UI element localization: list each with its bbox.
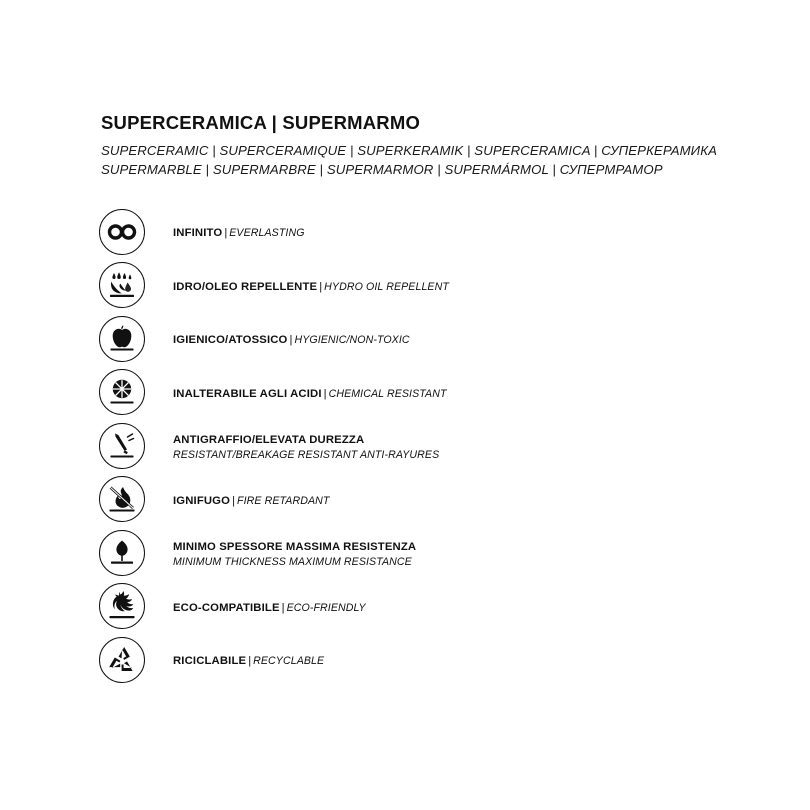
list-item-labels bbox=[173, 489, 329, 510]
feature-label-en: CHEMICAL RESISTANT bbox=[328, 387, 447, 400]
lemon-acid-resistant-icon bbox=[99, 369, 145, 415]
list-item-labels bbox=[173, 275, 449, 296]
feature-label-it: MINIMO SPESSORE MASSIMA RESISTENZA bbox=[173, 541, 417, 554]
feature-list bbox=[99, 205, 759, 687]
list-item bbox=[99, 419, 759, 473]
list-item bbox=[99, 633, 759, 687]
feature-label-it: ECO-COMPATIBILE bbox=[173, 601, 280, 614]
feature-label-it: RICICLABILE bbox=[173, 655, 247, 668]
water-oil-repellent-icon bbox=[99, 262, 145, 308]
list-item-labels bbox=[173, 382, 447, 403]
subtitle-line-2: SUPERMARBLE | SUPERMARBRE | SUPERMARMOR | SUPERMÁRMOL | СУПЕРМРАМОР bbox=[101, 162, 663, 178]
feature-label-en: RECYCLABLE bbox=[253, 655, 325, 668]
label-separator: | bbox=[289, 334, 293, 347]
feature-label-en: RESISTANT/BREAKAGE RESISTANT ANTI-RAYURES bbox=[173, 449, 440, 462]
list-item-labels bbox=[173, 221, 305, 242]
list-item-labels bbox=[173, 649, 324, 670]
thickness-resistance-icon bbox=[99, 530, 145, 576]
feature-label-it: ANTIGRAFFIO/ELEVATA DUREZZA bbox=[173, 434, 365, 447]
leaf-eco-icon bbox=[99, 583, 145, 629]
list-item bbox=[99, 580, 759, 634]
recycle-icon bbox=[99, 637, 145, 683]
subtitle bbox=[101, 141, 721, 179]
list-item bbox=[99, 366, 759, 420]
feature-label-en: MINIMUM THICKNESS MAXIMUM RESISTANCE bbox=[173, 556, 412, 569]
list-item bbox=[99, 259, 759, 313]
feature-label-it: INALTERABILE AGLI ACIDI bbox=[173, 387, 322, 400]
label-separator: | bbox=[224, 227, 228, 240]
label-separator: | bbox=[248, 655, 252, 668]
list-item bbox=[99, 526, 759, 580]
list-item-labels bbox=[173, 428, 439, 463]
list-item bbox=[99, 473, 759, 527]
label-separator: | bbox=[319, 280, 323, 293]
feature-label-en: EVERLASTING bbox=[229, 227, 305, 240]
label-separator: | bbox=[323, 387, 327, 400]
infinity-icon bbox=[99, 209, 145, 255]
feature-label-it: IGNIFUGO bbox=[173, 494, 231, 507]
label-separator: | bbox=[232, 494, 235, 507]
list-item-labels bbox=[173, 596, 366, 617]
subtitle-line-1: SUPERCERAMIC | SUPERCERAMIQUE | SUPERKERAMIK | SUPERCERAMICA | СУПЕРКЕРАМИКА bbox=[101, 143, 717, 158]
fire-retardant-icon bbox=[99, 476, 145, 522]
feature-label-it: INFINITO bbox=[173, 227, 223, 240]
list-item-labels bbox=[173, 535, 416, 570]
apple-hygienic-icon bbox=[99, 316, 145, 362]
scratch-resistant-icon bbox=[99, 423, 145, 469]
feature-label-en: HYGIENIC/NON-TOXIC bbox=[294, 334, 410, 347]
list-item bbox=[99, 312, 759, 366]
list-item-labels bbox=[173, 328, 410, 349]
feature-label-it: IDRO/OLEO REPELLENTE bbox=[173, 280, 318, 293]
header bbox=[101, 112, 721, 179]
feature-label-en: HYDRO OIL REPELLENT bbox=[324, 280, 449, 293]
label-separator: | bbox=[281, 601, 285, 614]
list-item bbox=[99, 205, 759, 259]
feature-label-en: FIRE RETARDANT bbox=[237, 494, 330, 507]
feature-label-en: ECO-FRIENDLY bbox=[286, 601, 366, 614]
feature-label-it: IGIENICO/ATOSSICO bbox=[173, 334, 288, 347]
page-title: SUPERCERAMICA | SUPERMARMO bbox=[101, 112, 421, 133]
